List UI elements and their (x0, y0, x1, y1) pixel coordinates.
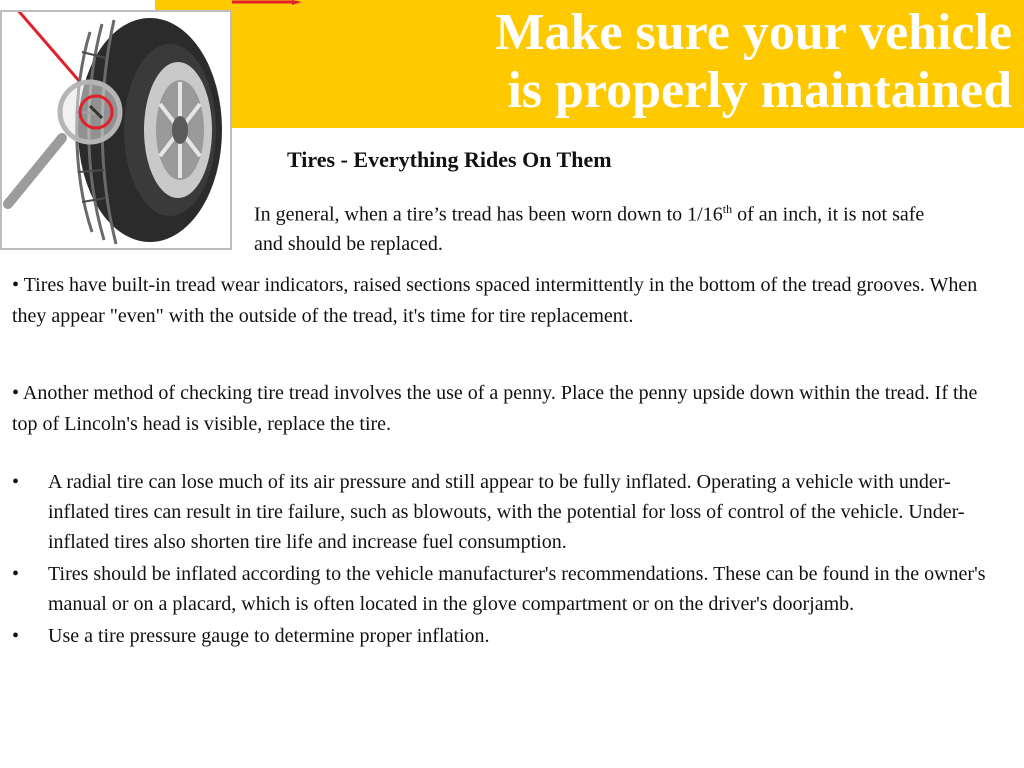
intro-text-end: of an inch, it is not safe and should be replaced. (254, 203, 925, 255)
intro-paragraph (254, 195, 944, 259)
red-arrow-icon (232, 0, 302, 8)
list-item-text: Tires should be inflated according to the vehicle manufacturer's recommendations. These can be found in the owner's manual or on a placard, which is often located in the glove compartment or on the driver's doorjamb. (48, 563, 986, 615)
list-item-text: Use a tire pressure gauge to determine proper inflation. (48, 625, 490, 647)
tire-tips-list (12, 467, 1002, 653)
list-item-text: A radial tire can lose much of its air pressure and still appear to be fully inflated. Operating a vehicle with under-inflated tires can result in tire failure, such as blowouts, with the potential for loss of control of the vehicle. Under-inflated tires also shorten tire life and increase fuel consumption. (48, 471, 965, 553)
list-item (12, 559, 1002, 619)
title-line-2: is properly maintained (507, 62, 1012, 119)
list-item (12, 621, 1002, 651)
intro-superscript: th (722, 202, 733, 216)
list-item (12, 467, 1002, 557)
intro-text-start: In general, when a tire’s tread has been worn down to 1/16 (254, 203, 723, 226)
bullet-marker: • (12, 625, 20, 647)
page-title (312, 4, 1012, 120)
bullet-marker: • (12, 563, 20, 585)
tread-indicator-paragraph: • Tires have built-in tread wear indicators, raised sections spaced intermittently in the bottom of the tread grooves. When they appear "even" with the outside of the tread, it's time for tire replacement. (12, 274, 978, 327)
title-line-1: Make sure your vehicle (495, 4, 1012, 61)
header-band (155, 0, 1024, 128)
penny-test-paragraph: • Another method of checking tire tread involves the use of a penny. Place the penny upside down within the tread. If the top of Lincoln's head is visible, replace the tire. (12, 382, 978, 435)
bullet-marker: • (12, 471, 20, 493)
section-subtitle: Tires - Everything Rides On Them (287, 147, 612, 172)
tire-magnifier-icon (2, 12, 230, 248)
tire-image (0, 10, 232, 250)
